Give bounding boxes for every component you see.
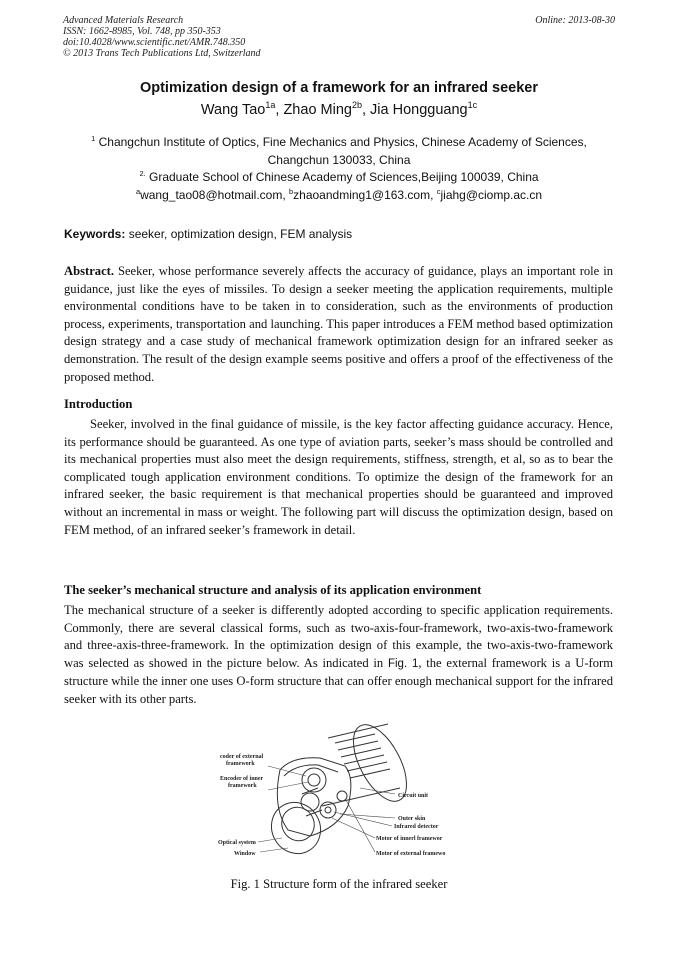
figure-label: Outer skin bbox=[398, 816, 426, 822]
keywords-text: seeker, optimization design, FEM analysis bbox=[125, 227, 353, 241]
abstract-label: Abstract. bbox=[64, 264, 115, 278]
author-name: Jia Hongguang bbox=[370, 102, 468, 118]
author-superscript: 1a bbox=[265, 100, 276, 111]
figure-label: coder of external bbox=[220, 754, 264, 760]
figure-reference[interactable]: Fig. 1 bbox=[387, 657, 419, 670]
keywords bbox=[64, 227, 352, 241]
email-marker: b bbox=[289, 187, 294, 196]
figure-label: Infrared detector bbox=[394, 824, 439, 830]
affiliation-text: Changchun 130033, China bbox=[267, 153, 411, 167]
email-link[interactable]: zhaoandming1@163.com, bbox=[293, 188, 437, 202]
figure-label: Motor of external framewo bbox=[376, 851, 446, 857]
affiliation-text: Changchun Institute of Optics, Fine Mechanics and Physics, Chinese Academy of Sciences, bbox=[98, 135, 587, 149]
copyright-line: © 2013 Trans Tech Publications Ltd, Switzerland bbox=[63, 48, 261, 59]
affiliation-marker: 1 bbox=[91, 134, 96, 143]
figure-label: framework bbox=[226, 761, 255, 767]
author-superscript: 1c bbox=[467, 100, 478, 111]
section-body bbox=[64, 602, 613, 709]
figure-label: framework bbox=[228, 783, 257, 789]
email-marker: a bbox=[135, 187, 141, 196]
section-text: , the external framework is a U-form structure while the inner one uses O-form structure that can offer enough mechanical support for the infrared seeker with its other parts. bbox=[64, 655, 613, 706]
author-name: Wang Tao bbox=[200, 102, 266, 118]
issn-line: ISSN: 1662-8985, Vol. 748, pp 350-353 bbox=[63, 26, 221, 37]
figure-caption: Fig. 1 Structure form of the infrared seeker bbox=[230, 877, 448, 891]
figure-label: Motor of innerl framewor bbox=[376, 836, 443, 842]
keywords-label: Keywords: bbox=[64, 227, 126, 241]
email-line bbox=[0, 186, 678, 204]
figure-label: Encoder of inner bbox=[220, 776, 264, 782]
abstract bbox=[64, 263, 613, 386]
figure-label: Window bbox=[234, 851, 256, 857]
introduction-body: Seeker, involved in the final guidance of missile, is the key factor affecting guidance accuracy. Hence, its performance should be guaranteed. As one type of aviation parts, seeker’s mass should be controlled and its mechanical properties must also meet the design requirements, stiffness, strength, et al, so as to bear the complicated tough application environment conditions. To optimize the design of the framework for an infrared seeker, the basic requirement is that mechanical properties should be guaranteed and improved without an incremental in mass or weight. The following part will discuss the optimization design, based on FEM method, of an infrared seeker’s framework in detail. bbox=[64, 417, 613, 537]
figure-label: Circuit unit bbox=[398, 793, 429, 799]
author-list: Wang Tao$^{1a}$, Zhao Ming$^{2b}$, Jia Hongguang$^{1c}$ bbox=[200, 100, 478, 118]
affiliation-text: Graduate School of Chinese Academy of Sciences,Beijing 100039, China bbox=[148, 170, 539, 184]
abstract-text: Seeker, whose performance severely affects the accuracy of guidance, plays an important role in guidance, just like the eyes of missiles. To design a seeker meeting the application requirements, multiple environmental conditions have to be taken in to consideration, such as the environments of production process, experiments, transportation and launching. This paper introduces a FEM method based optimization design strategy and a case study of mechanical framework optimization design for an infrared seeker as demonstration. The result of the design example seems positive and offers a proof of the effectiveness of the proposed method. bbox=[64, 264, 613, 384]
paper-title: Optimization design of a framework for an infrared seeker bbox=[139, 80, 539, 96]
email-link[interactable]: wang_tao08@hotmail.com, bbox=[140, 188, 290, 202]
affiliation-2 bbox=[0, 168, 678, 186]
seeker-structure-figure bbox=[210, 718, 468, 868]
journal-header bbox=[63, 15, 261, 59]
doi-line: doi:10.4028/www.scientific.net/AMR.748.350 bbox=[63, 37, 246, 48]
journal-name: Advanced Materials Research bbox=[63, 15, 184, 26]
figure-label: Optical system bbox=[218, 840, 256, 846]
email-marker: c bbox=[436, 187, 441, 196]
affiliation-marker: 2. bbox=[139, 169, 146, 178]
affiliation-1 bbox=[0, 133, 678, 169]
introduction-heading: Introduction bbox=[64, 397, 133, 411]
email-link[interactable]: jiahg@ciomp.ac.cn bbox=[440, 188, 543, 202]
author-superscript: 2b bbox=[351, 100, 362, 111]
section-text: The mechanical structure of a seeker is differently adopted according to specific application requirements. Commonly, there are several classical forms, such as two-axis-four-framework, two-axis-two-framework and three-axis-three-framework. In the optimization design of this example, the two-axis-two-framework was selected as showed in the picture below. As indicated in bbox=[64, 603, 613, 670]
section-heading: The seeker’s mechanical structure and analysis of its application environment bbox=[64, 583, 482, 597]
online-date: Online: 2013-08-30 bbox=[535, 15, 615, 26]
author-name: Zhao Ming bbox=[283, 102, 352, 118]
